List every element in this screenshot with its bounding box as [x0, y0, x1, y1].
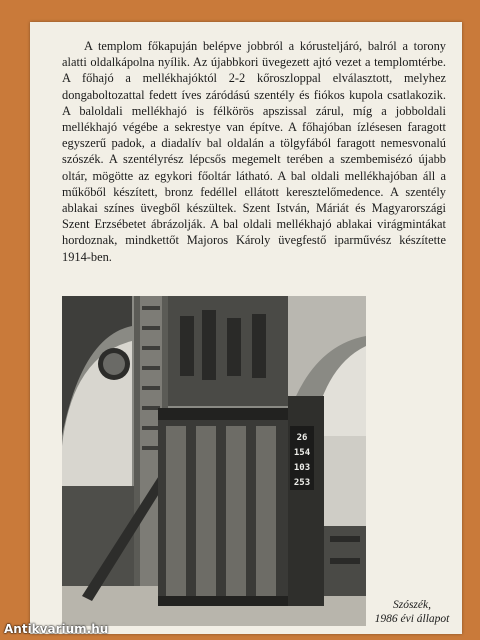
caption-line-2: 1986 évi állapot: [374, 613, 450, 625]
caption-line-1: Szószék,: [392, 599, 431, 611]
photo-caption: [366, 598, 458, 626]
hymn-number-1: 26: [296, 433, 308, 443]
hymn-number-3: 103: [293, 463, 311, 473]
watermark: Antikvarium.hu: [4, 622, 109, 636]
pulpit-photo-illustration: [62, 296, 366, 626]
article-paragraph: A templom főkapuján belépve jobbról a kórusteljáró, balról a torony alatti oldalkápolna nyílik. Az újabbkori üvegezett ajtó vezet a templomtérbe. A főhajó a mellékhajóktól 2-2 kőroszloppal elválasztott, melyhez dongaboltozattal fedett íves záródású szentély és fiókos kupola csatlakozik. A baloldali mellékhajó is félkörös apszissal zárul, míg a jobboldali mellékhajó végébe a sekrestye van építve. A főhajóban ízlésesen faragott egyszerű padok, a diadalív bal oldalán a tölgyfából faragott nemesvonalú szószék. A szentélyrész lépcsős megemelt terében a szembemisézó újabb oltár, mögötte az egykori főoltár látható. A bal oldali mellékhajóban áll a műkőből készített, bronz fedéllel ellátott keresztelőmedence. A szentély ablakai színes üvegből készültek. Szent István, Máriát és Magyarországi Szent Erzsébetet ábrázolják. A bal oldali mellékhajó ablakai virágmintákat hordoznak, mindkettőt Majoros Károly üvegfestő iparművész készítette 1914-ben.: [62, 39, 446, 264]
pulpit-photo: [62, 296, 366, 626]
book-page: [30, 22, 462, 634]
hymn-number-4: 253: [293, 478, 311, 488]
hymn-number-2: 154: [293, 448, 311, 458]
